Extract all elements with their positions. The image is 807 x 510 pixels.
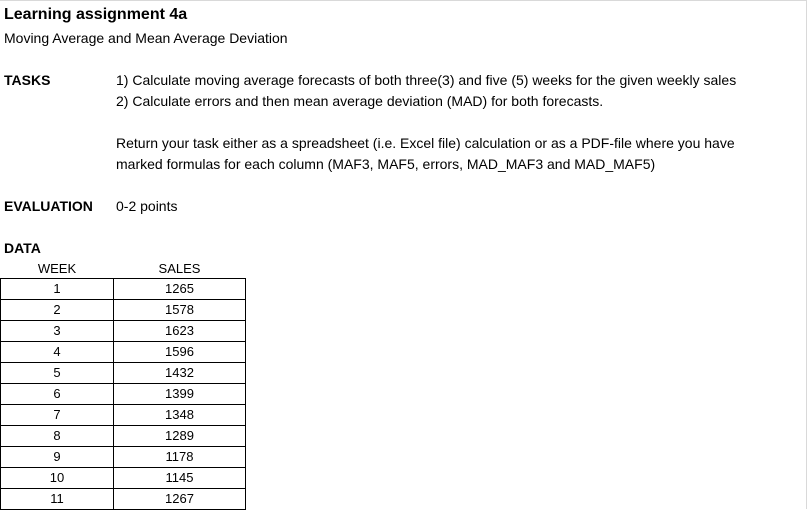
- page-subtitle: Moving Average and Mean Average Deviation: [4, 30, 288, 46]
- evaluation-label: EVALUATION: [4, 198, 93, 214]
- table-row: [1, 342, 246, 363]
- table-row: [1, 321, 246, 342]
- week-cell: 11: [1, 489, 114, 510]
- sales-cell: 1623: [114, 321, 246, 342]
- table-row: [1, 300, 246, 321]
- week-cell: 1: [1, 279, 114, 300]
- sales-cell: 1178: [114, 447, 246, 468]
- week-cell: 6: [1, 384, 114, 405]
- table-row: [1, 405, 246, 426]
- task-line-2: 2) Calculate errors and then mean average deviation (MAD) for both forecasts.: [116, 93, 604, 109]
- sales-cell: 1265: [114, 279, 246, 300]
- table-row: [1, 468, 246, 489]
- table-row: [1, 363, 246, 384]
- table-row: [1, 384, 246, 405]
- data-label: DATA: [4, 240, 41, 256]
- sales-cell: 1578: [114, 300, 246, 321]
- sales-cell: 1399: [114, 384, 246, 405]
- sales-cell: 1289: [114, 426, 246, 447]
- sales-cell: 1267: [114, 489, 246, 510]
- table-row: [1, 426, 246, 447]
- task-line-3: Return your task either as a spreadsheet (i.e. Excel file) calculation or as a PDF-file where you have: [116, 135, 735, 151]
- week-cell: 8: [1, 426, 114, 447]
- table-body: [1, 279, 246, 510]
- week-cell: 5: [1, 363, 114, 384]
- column-header-sales: SALES: [158, 260, 201, 276]
- week-cell: 9: [1, 447, 114, 468]
- table-header-row: [1, 258, 246, 279]
- table-row: [1, 447, 246, 468]
- sales-cell: 1348: [114, 405, 246, 426]
- week-cell: 4: [1, 342, 114, 363]
- column-header-week: WEEK: [37, 260, 77, 276]
- table-row: [1, 279, 246, 300]
- sales-data-table: [0, 258, 246, 510]
- tasks-label: TASKS: [4, 72, 51, 88]
- task-line-1: 1) Calculate moving average forecasts of both three(3) and five (5) weeks for the given weekly sales: [116, 72, 737, 88]
- week-cell: 2: [1, 300, 114, 321]
- task-line-4: marked formulas for each column (MAF3, MAF5, errors, MAD_MAF3 and MAD_MAF5): [116, 156, 656, 172]
- week-cell: 10: [1, 468, 114, 489]
- page-title: Learning assignment 4a: [4, 6, 188, 23]
- sales-cell: 1596: [114, 342, 246, 363]
- sales-cell: 1432: [114, 363, 246, 384]
- table-row: [1, 489, 246, 510]
- sales-cell: 1145: [114, 468, 246, 489]
- week-cell: 3: [1, 321, 114, 342]
- evaluation-value: 0-2 points: [116, 198, 178, 214]
- week-cell: 7: [1, 405, 114, 426]
